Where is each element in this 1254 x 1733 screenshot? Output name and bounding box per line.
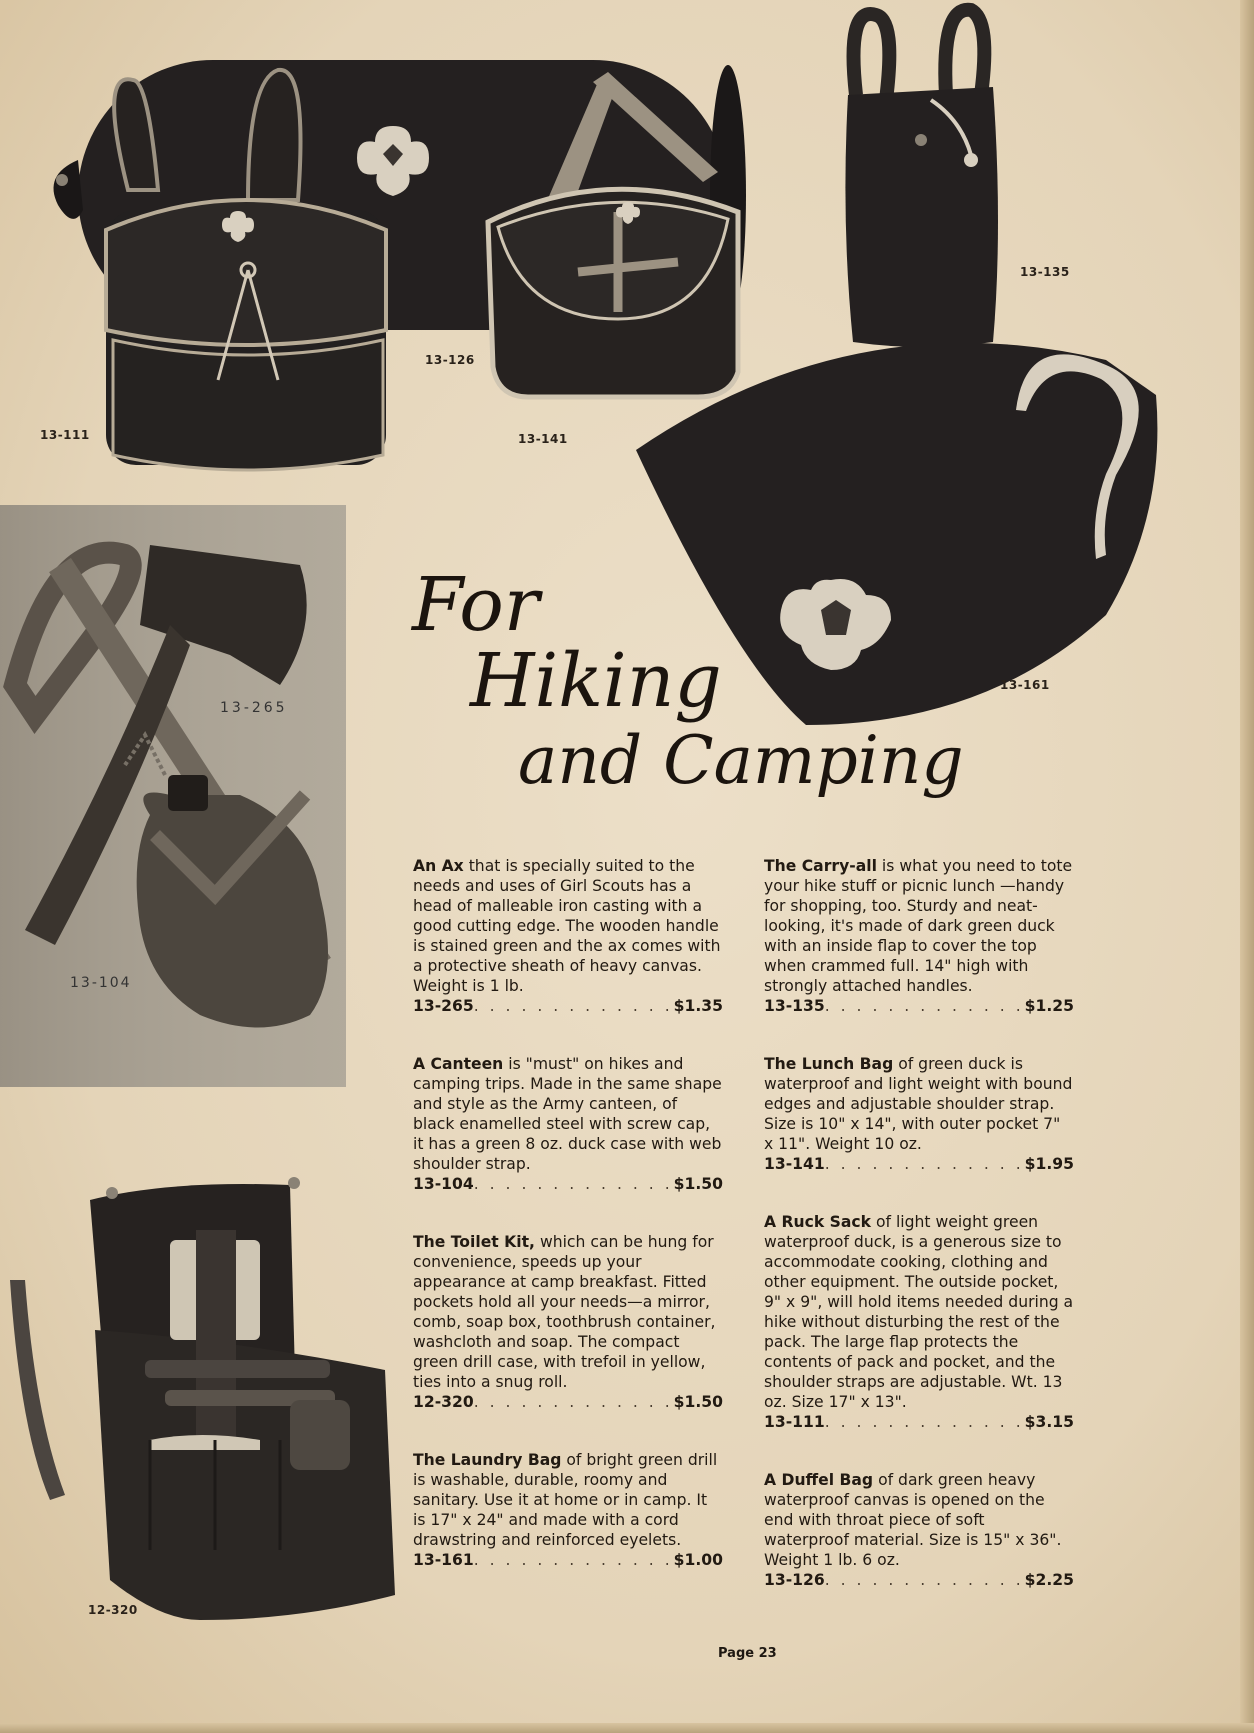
item-code: 13-141 — [764, 1155, 825, 1173]
price-row — [764, 1570, 1074, 1590]
item-price: $1.35 — [673, 997, 723, 1015]
item-name: An Ax — [413, 857, 464, 875]
item-name: The Carry-all — [764, 857, 877, 875]
code-lunch-bag: 13-141 — [518, 432, 568, 446]
item-price: $3.15 — [1024, 1413, 1074, 1431]
item-canteen — [413, 1054, 723, 1194]
item-description: of bright green drill is washable, durable, roomy and sanitary. Use it at home or in camp. It is 17" x 24" and made with a cord drawstring and reinforced eyelets. — [413, 1451, 718, 1549]
code-ruck-sack: 13-111 — [40, 428, 90, 442]
code-duffel-bag: 13-126 — [425, 353, 475, 367]
item-name: The Lunch Bag — [764, 1055, 894, 1073]
dot-leader — [825, 996, 1025, 1016]
item-price: $1.95 — [1024, 1155, 1074, 1173]
item-price: $1.00 — [673, 1551, 723, 1569]
price-row — [764, 1154, 1074, 1174]
title-line-1: For — [412, 562, 540, 648]
price-row — [413, 1392, 723, 1412]
dot-leader — [825, 1570, 1025, 1590]
page-edge — [1240, 0, 1254, 1733]
item-ax — [413, 856, 723, 1016]
item-description: which can be hung for convenience, speeds up your appearance at camp breakfast. Fitted pockets hold all your needs—a mirror, comb, soap box, toothbrush container, washcloth and soap. The compact green drill case, with trefoil in yellow, ties into a snug roll. — [413, 1233, 716, 1391]
item-code: 13-126 — [764, 1571, 825, 1589]
item-price: $2.25 — [1024, 1571, 1074, 1589]
item-laundry-bag — [413, 1450, 723, 1570]
dot-leader — [825, 1154, 1025, 1174]
price-row — [764, 1412, 1074, 1432]
code-ax: 13-265 — [220, 700, 288, 716]
item-toilet-kit — [413, 1232, 723, 1412]
price-row — [413, 1550, 723, 1570]
item-description: of green duck is waterproof and light weight with bound edges and adjustable shoulder strap. Size is 10" x 14", with outer pocket 7" x 11". Weight 10 oz. — [764, 1055, 1073, 1153]
item-code: 13-265 — [413, 997, 474, 1015]
item-name: The Toilet Kit, — [413, 1233, 535, 1251]
page-number: Page 23 — [718, 1646, 777, 1661]
toilet-kit-image — [0, 1140, 420, 1640]
dot-leader — [474, 1174, 674, 1194]
item-code: 13-135 — [764, 997, 825, 1015]
item-carry-all — [764, 856, 1074, 1016]
code-toilet-kit: 12-320 — [88, 1603, 138, 1617]
ax-canteen-photo — [0, 505, 346, 1087]
item-description: that is specially suited to the needs and uses of Girl Scouts has a head of malleable iron casting with a good cutting edge. The wooden handle is stained green and the ax comes with a protective sheath of heavy canvas. Weight is 1 lb. — [413, 857, 721, 995]
item-description: is what you need to tote your hike stuff or picnic lunch —handy for shopping, too. Sturdy and neat-looking, it's made of dark green duck with an inside flap to cover the top when crammed full. 14" high with strongly attached handles. — [764, 857, 1073, 995]
item-ruck-sack — [764, 1212, 1074, 1432]
price-row — [413, 1174, 723, 1194]
item-name: A Duffel Bag — [764, 1471, 874, 1489]
price-row — [413, 996, 723, 1016]
item-name: A Canteen — [413, 1055, 504, 1073]
ax-canteen-image — [0, 505, 346, 1087]
price-row — [764, 996, 1074, 1016]
item-name: A Ruck Sack — [764, 1213, 872, 1231]
item-description: is "must" on hikes and camping trips. Made in the same shape and style as the Army canteen, of black enamelled steel with screw cap, it has a green 8 oz. duck case with web shoulder strap. — [413, 1055, 722, 1173]
item-price: $1.50 — [673, 1175, 723, 1193]
page-edge-bottom — [0, 1723, 1254, 1733]
dot-leader — [825, 1412, 1025, 1432]
title-line-3: and Camping — [518, 722, 964, 799]
code-carry-all: 13-135 — [1020, 265, 1070, 279]
dot-leader — [474, 1550, 674, 1570]
ruck-sack-image — [88, 60, 408, 480]
item-code: 12-320 — [413, 1393, 474, 1411]
code-laundry-bag: 13-161 — [1000, 678, 1050, 692]
item-price: $1.25 — [1024, 997, 1074, 1015]
item-code: 13-104 — [413, 1175, 474, 1193]
item-description: of dark green heavy waterproof canvas is opened on the end with throat piece of soft waterproof material. Size is 15" x 36". Weight 1 lb. 6 oz. — [764, 1471, 1062, 1569]
item-description: of light weight green waterproof duck, is a generous size to accommodate cooking, clothing and other equipment. The outside pocket, 9" x 9", will hold items needed during a hike without disturbing the rest of the pack. The large flap protects the contents of pack and pocket, and the shoulder straps are adjustable. Wt. 13 oz. Size 17" x 13". — [764, 1213, 1074, 1411]
item-lunch-bag — [764, 1054, 1074, 1174]
description-column-right — [764, 856, 1074, 1628]
dot-leader — [474, 1392, 674, 1412]
code-canteen: 13-104 — [70, 975, 132, 991]
item-duffel-bag — [764, 1470, 1074, 1590]
item-code: 13-161 — [413, 1551, 474, 1569]
carry-all-image — [836, 0, 1016, 360]
item-name: The Laundry Bag — [413, 1451, 562, 1469]
dot-leader — [474, 996, 674, 1016]
item-code: 13-111 — [764, 1413, 825, 1431]
title-line-2: Hiking — [470, 638, 722, 724]
item-price: $1.50 — [673, 1393, 723, 1411]
description-column-left — [413, 856, 723, 1608]
